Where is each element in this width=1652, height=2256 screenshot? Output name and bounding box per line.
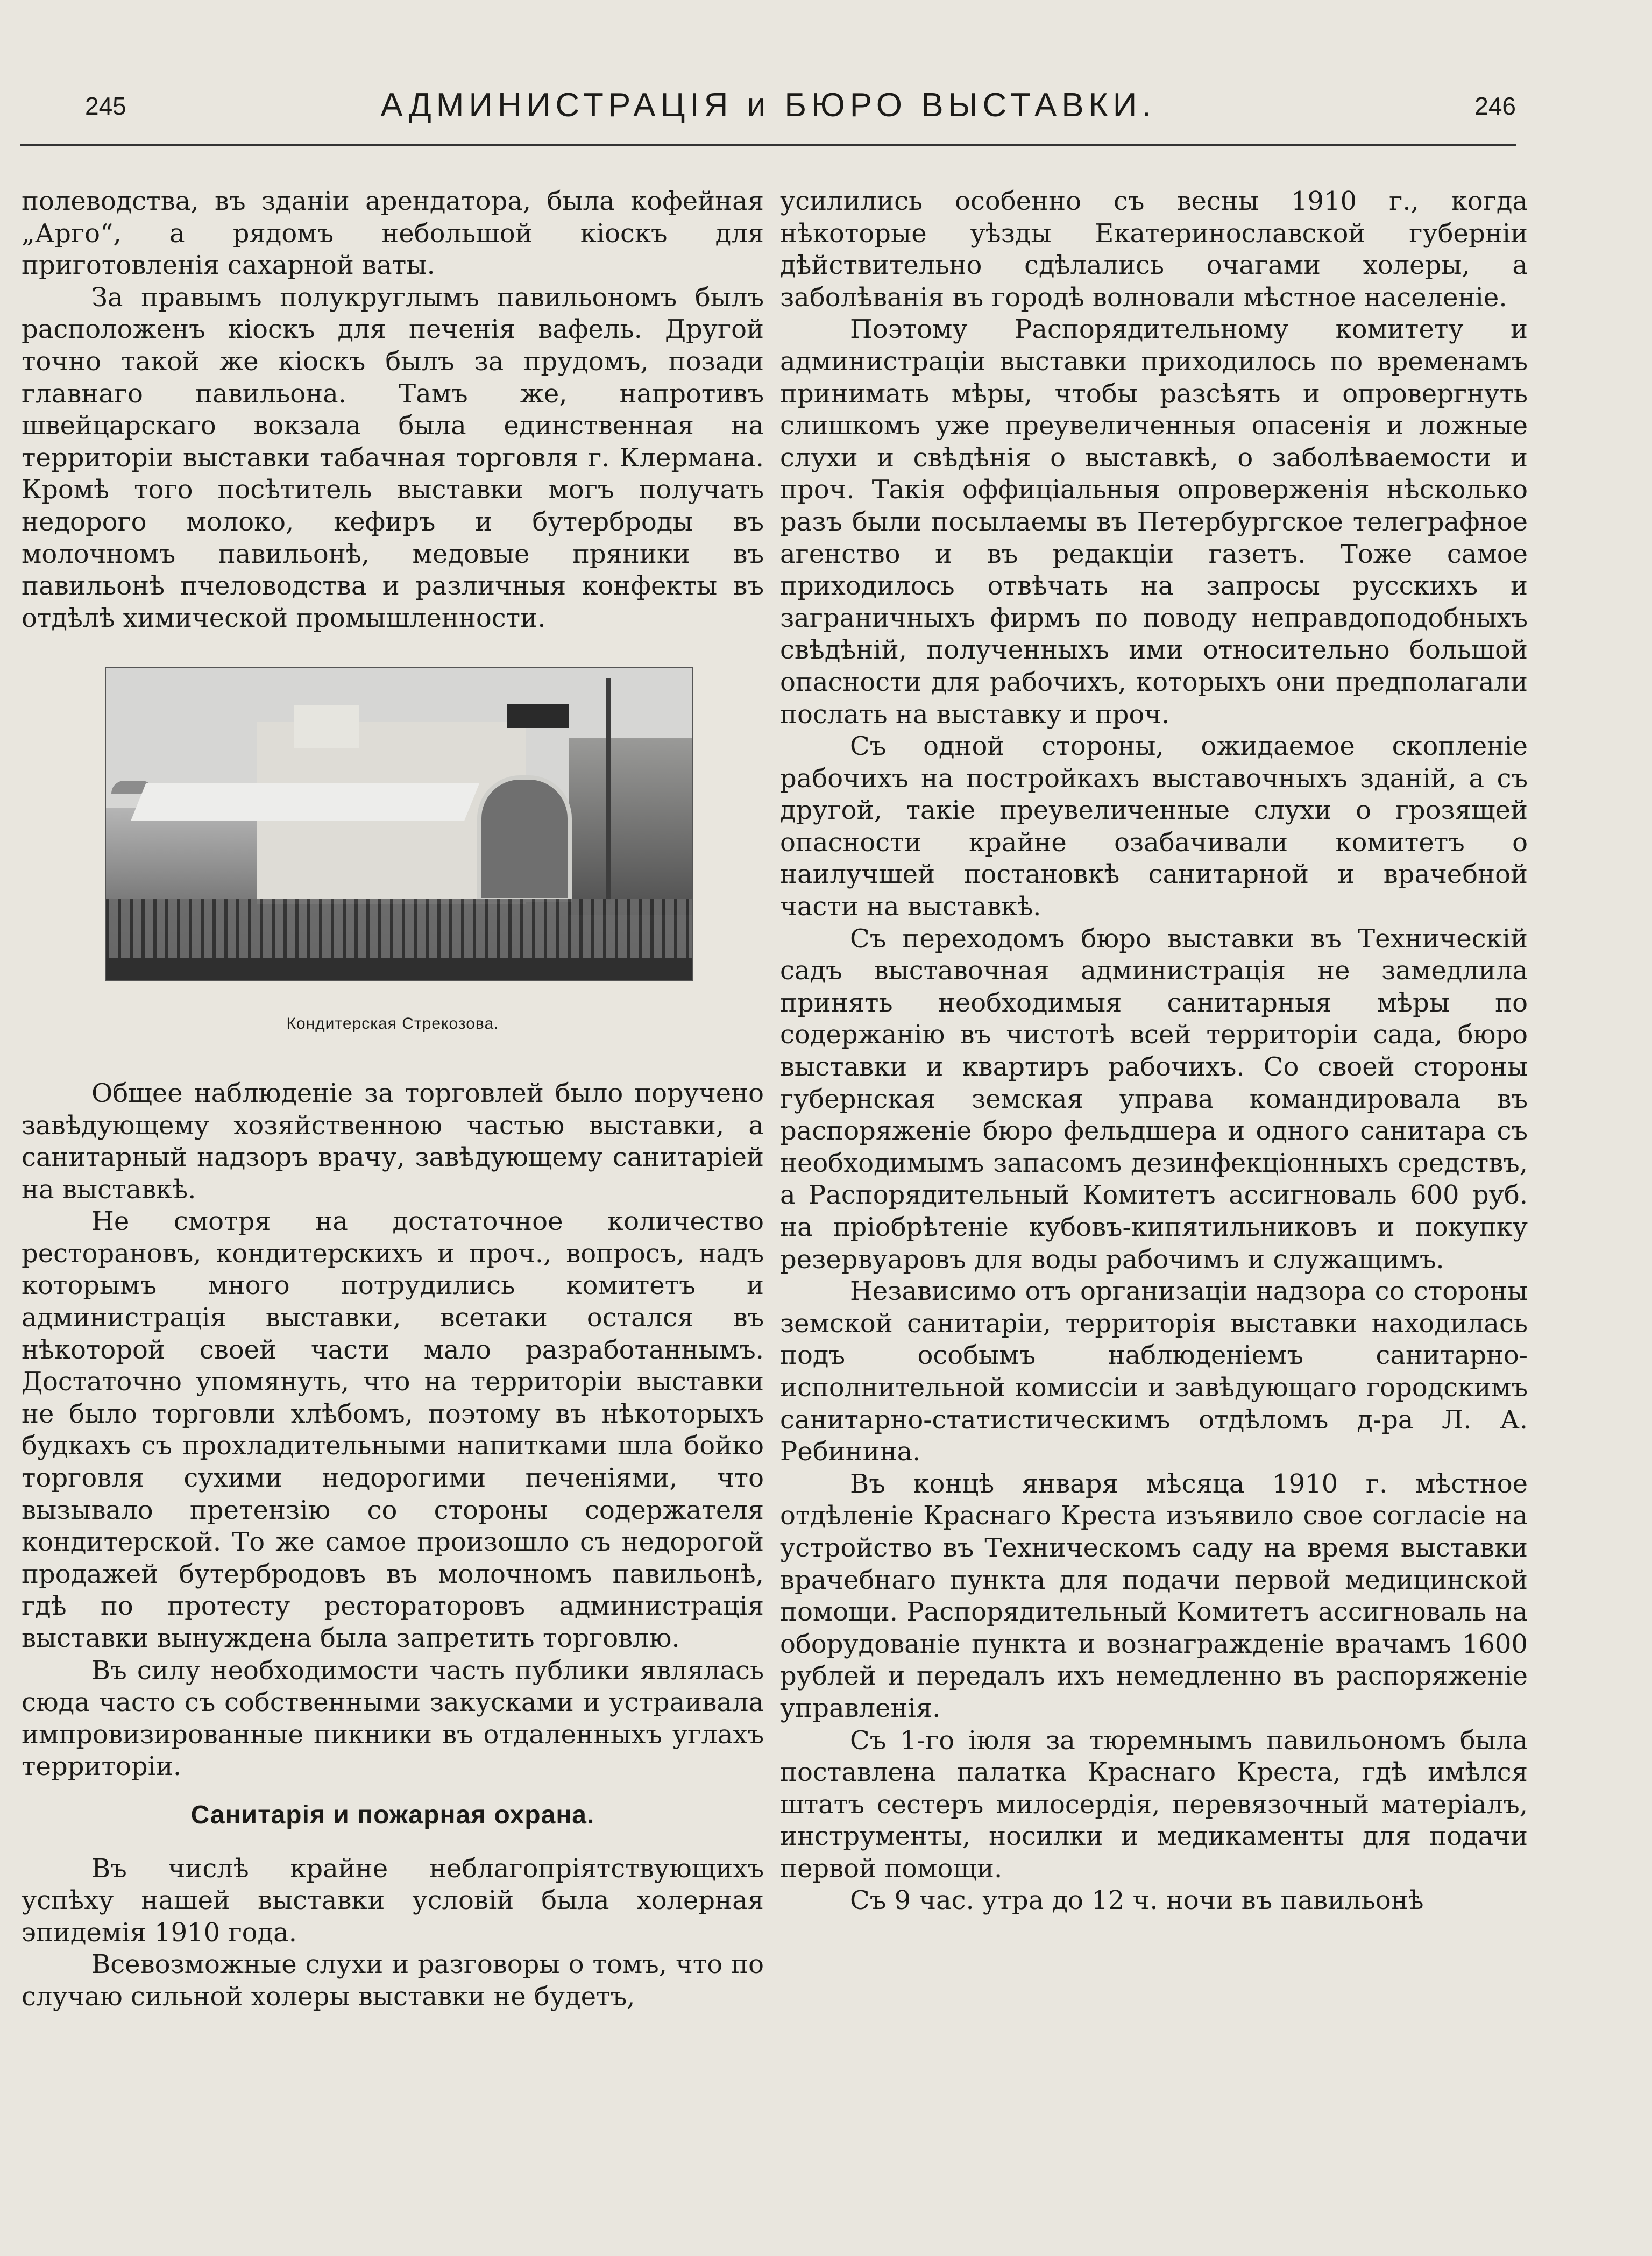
paragraph: Въ числѣ крайне неблагопріятствующихъ успѣху нашей выставки условій была холерная эпидемія 1910 года.: [22, 1853, 764, 1948]
paragraph: Независимо отъ организаціи надзора со стороны земской санитаріи, территорія выставки находилась подъ особымъ наблюденіемъ санитарно-исполнительной комиссіи и завѣдующаго городскимъ санитарно-статистическимъ отдѣломъ д-ра Л. А. Ребинина.: [780, 1276, 1528, 1467]
section-heading: Санитарія и пожарная охрана.: [190, 1800, 595, 1829]
page-number-right: 246: [1474, 92, 1516, 120]
paragraph: Въ концѣ января мѣсяца 1910 г. мѣстное отдѣленіе Краснаго Креста изъявило свое согласіе на устройство въ Техническомъ саду на время выставки врачебнаго пункта для подачи первой медицинской помощи. Распорядительный Комитетъ ассигноваль на оборудованіе пункта и вознагражденіе врачамъ 1600 рублей и передалъ ихъ немедленно въ распоряженіе управленія.: [780, 1468, 1528, 1723]
right-column: [780, 186, 1528, 1917]
page-number-left: 245: [85, 92, 126, 120]
paragraph: За правымъ полукруглымъ павильономъ былъ расположенъ кіоскъ для печенія вафель. Другой точно такой же кіоскъ былъ за прудомъ, позади главнаго павильона. Тамъ же, напротивъ швейцарскаго вокзала была единственная на территоріи выставки табачная торговля г. Клермана. Кромѣ того посѣтитель выставки могъ получать недорого молоко, кефиръ и бутерброды въ молочномъ павильонѣ, медовые пряники въ павильонѣ пчеловодства и различныя конфекты въ отдѣлѣ химической промышленности.: [22, 282, 764, 633]
paragraph: Съ переходомъ бюро выставки въ Техническій садъ выставочная администрація не замедлила принять необходимыя санитарныя мѣры по содержанію въ чистотѣ всей территоріи сада, бюро выставки и квартиръ рабочихъ. Со своей стороны губернская земская управа командировала въ распоряженіе бюро фельдшера и одного санитара съ необходимымъ запасомъ дезинфекціонныхъ средствъ, а Распорядительный Комитетъ ассигноваль 600 руб. на пріобрѣтеніе кубовъ-кипятильниковъ и покупку резервуаровъ для воды рабочимъ и служащимъ.: [780, 923, 1528, 1275]
left-column: [22, 186, 764, 2013]
paragraph: Съ 1-го іюля за тюремнымъ павильономъ была поставлена палатка Краснаго Креста, гдѣ имѣлся штатъ сестеръ милосердія, перевязочный матеріалъ, инструменты, носилки и медикаменты для подачи первой помощи.: [780, 1725, 1528, 1884]
paragraph: Общее наблюденіе за торговлей было поручено завѣдующему хозяйственною частью выставки, а санитарный надзоръ врачу, завѣдующему санитаріей на выставкѣ.: [22, 1078, 764, 1205]
paragraph: усилились особенно съ весны 1910 г., когда нѣкоторые уѣзды Екатеринославской губерніи дѣйствительно сдѣлались очагами холеры, а заболѣванія въ городѣ волновали мѣстное населеніе.: [780, 186, 1528, 313]
paragraph: Всевозможные слухи и разговоры о томъ, что по случаю сильной холеры выставки не будетъ,: [22, 1949, 764, 2012]
paragraph: Съ одной стороны, ожидаемое скопленіе рабочихъ на постройкахъ выставочныхъ зданій, а съ другой, такіе преувеличенные слухи о грозящей опасности крайне озабачивали комитетъ о наилучшей постановкѣ санитарной и врачебной части на выставкѣ.: [780, 731, 1528, 922]
photo-confectionery-building: [105, 667, 693, 981]
figure: [105, 667, 691, 981]
paragraph: Съ 9 час. утра до 12 ч. ночи въ павильонѣ: [850, 1885, 1424, 1916]
paragraph: Въ силу необходимости часть публики являлась сюда часто съ собственными закусками и устраивала импровизированные пикники въ отдаленныхъ углахъ территоріи.: [22, 1655, 764, 1782]
photo-caption: Кондитерская Стрекозова.: [286, 1015, 499, 1033]
page-header: [20, 86, 1516, 151]
header-rule: [20, 144, 1516, 146]
paragraph: Поэтому Распорядительному комитету и администраціи выставки приходилось по временамъ принимать мѣры, чтобы разсѣять и опровергнуть слишкомъ уже преувеличенныя опасенія и ложные слухи и свѣдѣнія о выставкѣ, о заболѣваемости и проч. Такія оффиціальныя опроверженія нѣсколько разъ были посылаемы въ Петербургское телеграфное агенство и въ редакціи газетъ. Тоже самое приходилось отвѣчать на запросы русскихъ и заграничныхъ фирмъ по поводу неправдоподобныхъ свѣдѣній, полученныхъ ими относительно большой опасности для рабочихъ, которыхъ они предполагали послать на выставку и проч.: [780, 314, 1528, 730]
running-title: АДМИНИСТРАЦІЯ и БЮРО ВЫСТАВКИ.: [380, 87, 1156, 124]
paragraph: полеводства, въ зданіи арендатора, была кофейная „Арго“, а рядомъ небольшой кіоскъ для приготовленія сахарной ваты.: [22, 186, 764, 281]
paragraph: Не смотря на достаточное количество ресторановъ, кондитерскихъ и проч., вопросъ, надъ которымъ много потрудились комитетъ и администрація выставки, всетаки остался въ нѣкоторой своей части мало разработаннымъ. Достаточно упомянуть, что на территоріи выставки не было торговли хлѣбомъ, поэтому въ нѣкоторыхъ будкахъ съ прохладительными напитками шла бойко торговля сухими недорогими печеніями, что вызывало претензію со стороны содержателя кондитерской. То же самое произошло съ недорогой продажей бутербродовъ въ молочномъ павильонѣ, гдѣ по протесту рестораторовъ администрація выставки вынуждена была запретить торговлю.: [22, 1206, 764, 1653]
